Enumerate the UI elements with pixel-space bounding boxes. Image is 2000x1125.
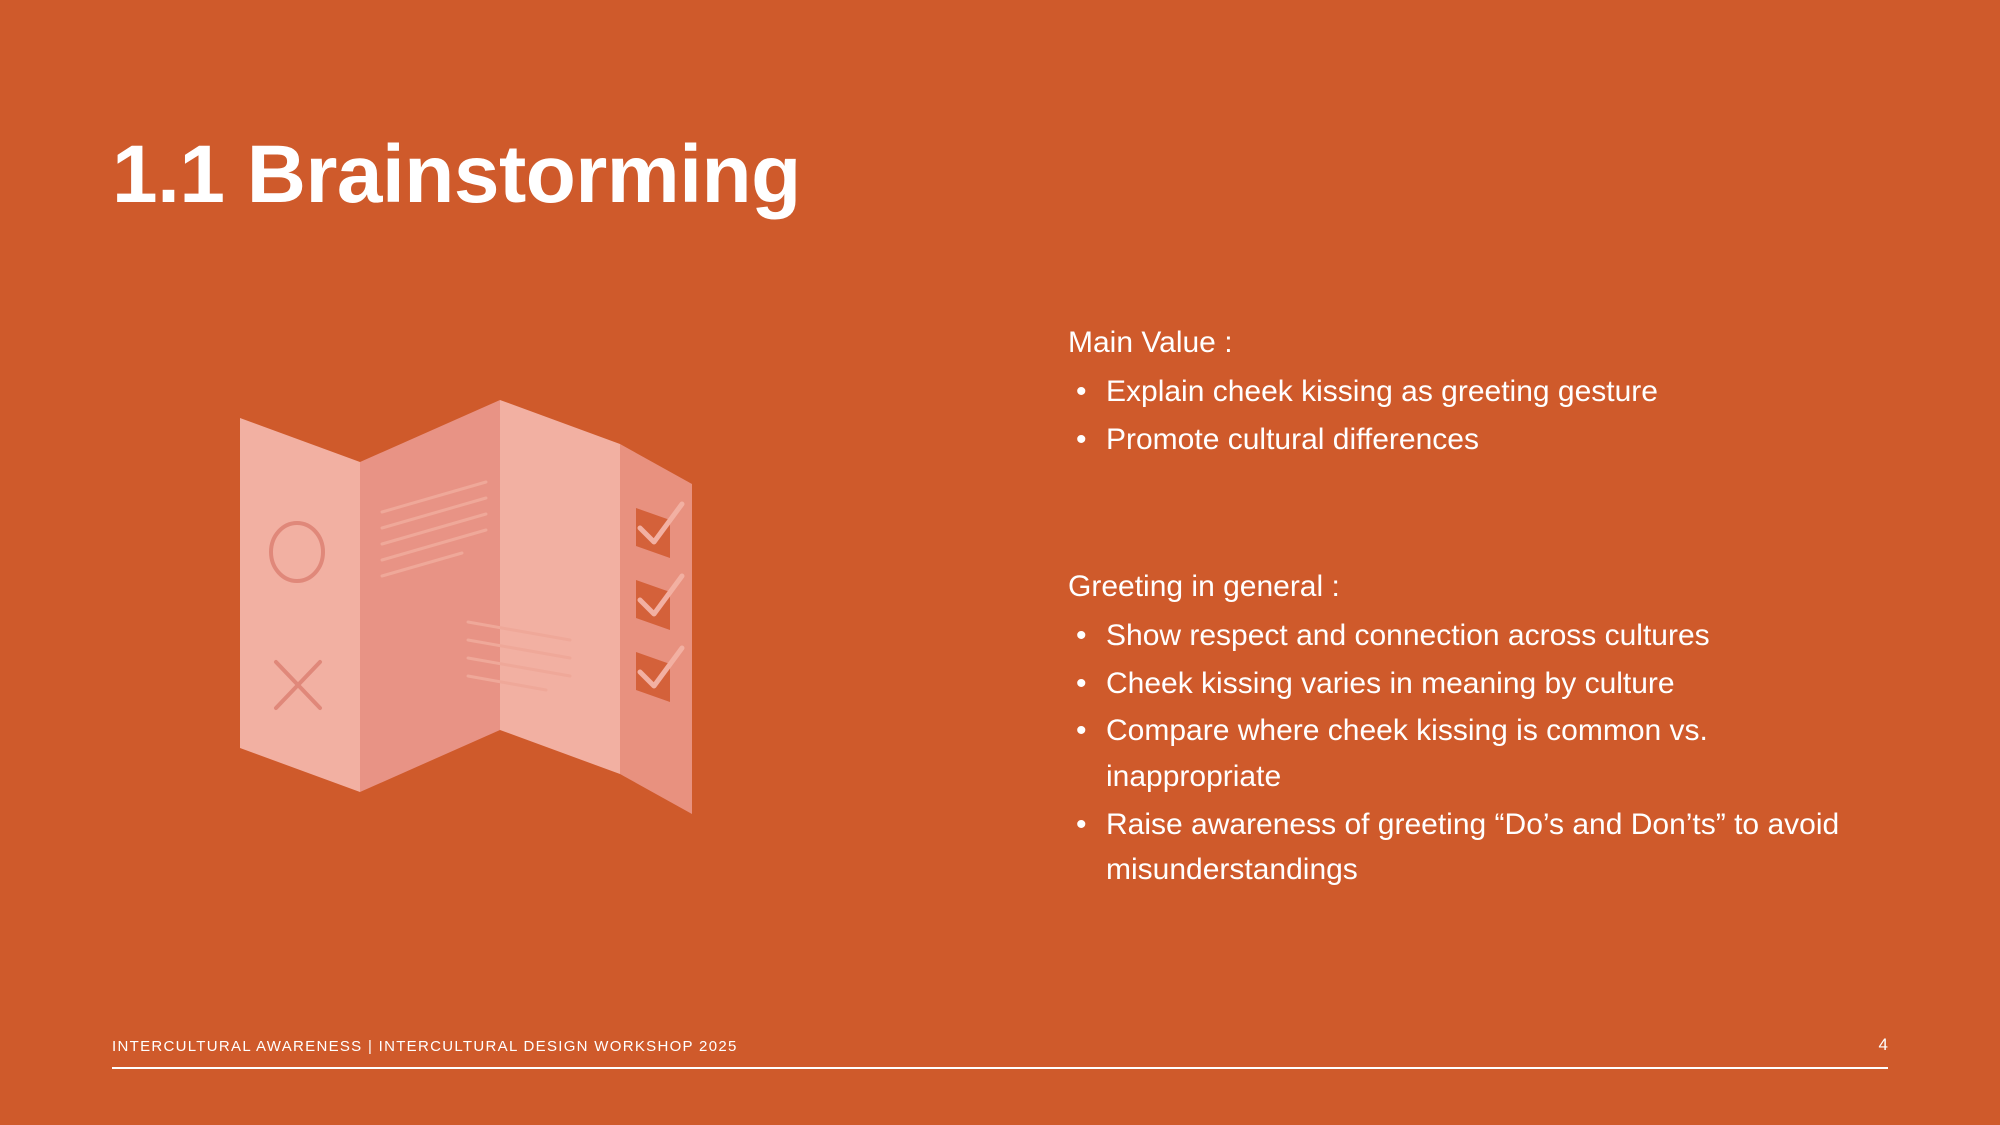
list-item: • Show respect and connection across cultures xyxy=(1068,613,1868,659)
bullet-list-main-value xyxy=(1068,369,1868,462)
section-spacer xyxy=(1068,464,1868,564)
bullet-list-greeting xyxy=(1068,613,1868,893)
list-item: • Cheek kissing varies in meaning by culture xyxy=(1068,661,1868,707)
list-item: • Explain cheek kissing as greeting gesture xyxy=(1068,369,1868,415)
footer-text: INTERCULTURAL AWARENESS | INTERCULTURAL DESIGN WORKSHOP 2025 xyxy=(112,1038,738,1055)
footer xyxy=(112,1035,1888,1069)
section-heading-main-value: Main Value : xyxy=(1068,326,1233,359)
list-item: • Raise awareness of greeting “Do’s and Don’ts” to avoid misunderstandings xyxy=(1068,802,1868,893)
footer-divider xyxy=(112,1067,1888,1069)
folded-brochure-with-checklist-icon xyxy=(240,400,800,850)
page-title: 1.1 Brainstorming xyxy=(112,129,801,220)
page-number: 4 xyxy=(1878,1035,1888,1054)
section-main-value xyxy=(1068,320,1868,462)
content-column xyxy=(1068,320,1868,895)
section-greeting-in-general xyxy=(1068,564,1868,893)
list-item: • Compare where cheek kissing is common vs. inappropriate xyxy=(1068,708,1868,799)
section-heading-greeting: Greeting in general : xyxy=(1068,570,1340,604)
list-item: • Promote cultural differences xyxy=(1068,417,1868,463)
